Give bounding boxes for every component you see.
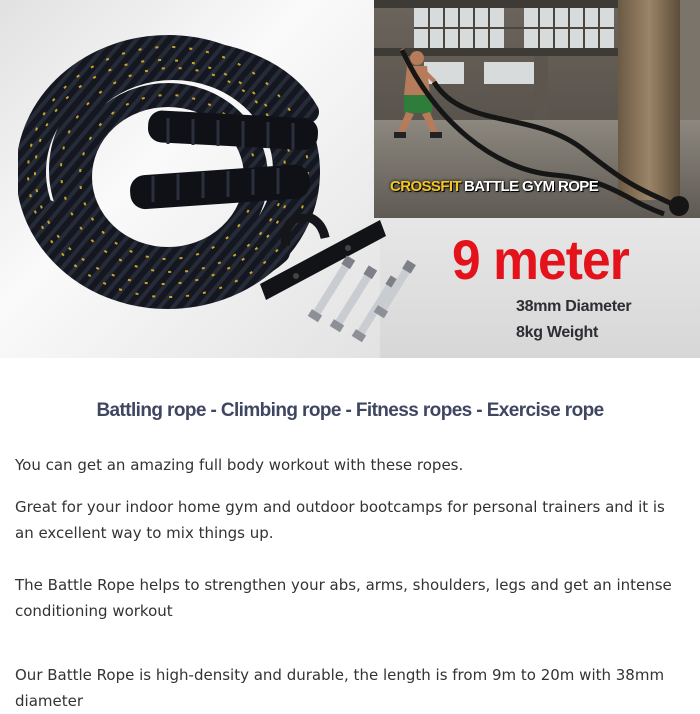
- gym-photo: [374, 0, 700, 218]
- length-headline: 9 meter: [452, 228, 629, 291]
- spec-weight: 8kg Weight: [516, 324, 599, 341]
- description-paragraph: Our Battle Rope is high-density and durable, the length is from 9m to 20m with 38mm diameter: [15, 666, 665, 710]
- description-heading: Battling rope - Climbing rope - Fitness ropes - Exercise rope: [96, 400, 604, 421]
- description-paragraph: You can get an amazing full body workout with these ropes.: [15, 456, 464, 474]
- spec-diameter: 38mm Diameter: [516, 298, 632, 315]
- photo-caption: [390, 178, 598, 195]
- description-paragraph: The Battle Rope helps to strengthen your abs, arms, shoulders, legs and get an intense conditioning workout: [15, 576, 672, 620]
- photo-caption-text: BATTLE GYM ROPE: [464, 178, 599, 195]
- description-paragraph: Great for your indoor home gym and outdoor bootcamps for personal trainers and it is an excellent way to mix things up.: [15, 498, 665, 542]
- photo-caption-brand: CROSSFIT: [390, 178, 462, 195]
- wall-anchor-image: [256, 214, 416, 344]
